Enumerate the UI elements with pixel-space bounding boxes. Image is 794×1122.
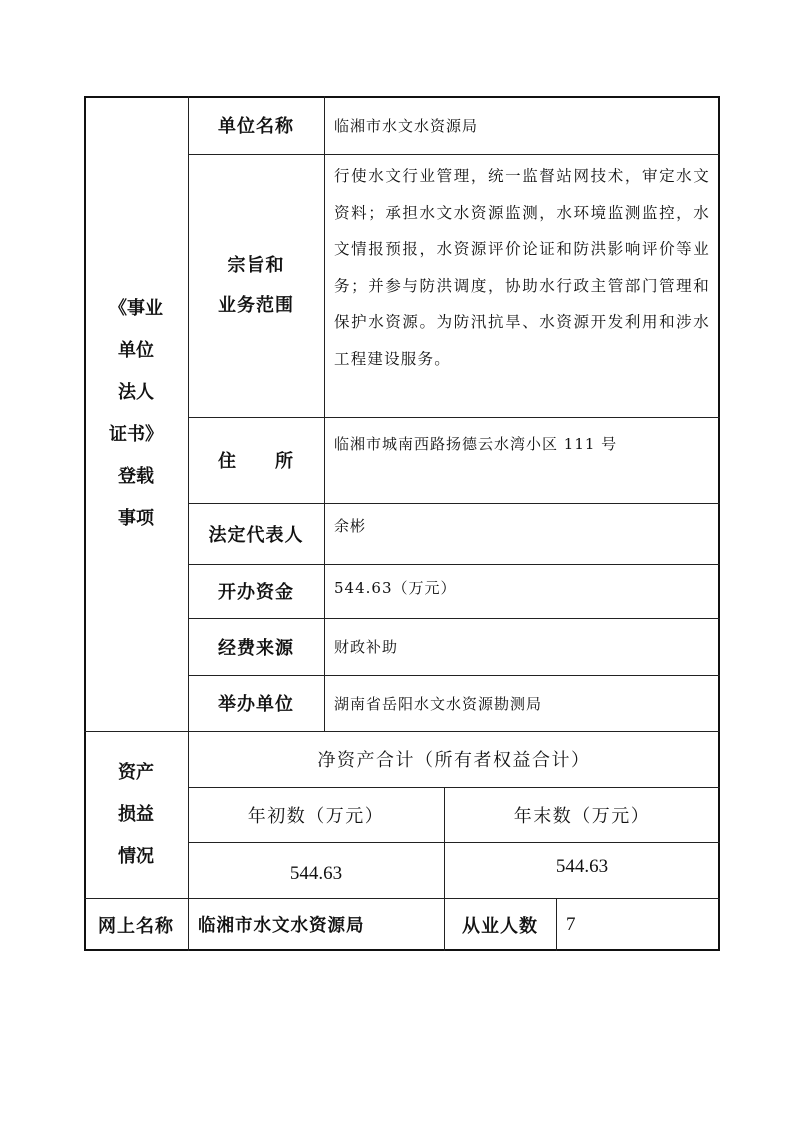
capital-value: 544.63（万元） xyxy=(334,579,457,597)
assets-section-title xyxy=(84,731,188,898)
registration-section-title xyxy=(84,96,188,731)
staff-count-label: 从业人数 xyxy=(462,915,538,937)
unit-name-value: 临湘市水文水资源局 xyxy=(334,116,479,135)
assets-title-line-1: 资产 xyxy=(118,761,154,783)
address-value: 临湘市城南西路扬德云水湾小区 111 号 xyxy=(334,435,618,453)
scope-label-line-2: 业务范围 xyxy=(218,294,294,316)
capital-label: 开办资金 xyxy=(218,582,294,603)
scope-text: 行使水文行业管理，统一监督站网技术，审定水文资料；承担水文水资源监测，水环境监测监控，水文情报预报，水资源评价论证和防洪影响评价等业务；并参与防洪调度，协助水行政主管部门管理和保护水资源。为防汛抗旱、水资源开发利用和涉水工程建设服务。 xyxy=(334,167,710,368)
sponsor-label: 举办单位 xyxy=(218,694,294,715)
scope-label-line-1: 宗旨和 xyxy=(227,254,285,276)
online-name-value: 临湘市水文水资源局 xyxy=(198,916,365,936)
registration-title-line-5: 登载 xyxy=(118,465,154,487)
assets-title-line-3: 情况 xyxy=(118,845,154,867)
sponsor-value: 湖南省岳阳水文水资源勘测局 xyxy=(334,694,543,713)
registration-title-line-3: 法人 xyxy=(118,381,154,403)
begin-of-year-label: 年初数（万元） xyxy=(247,805,385,827)
unit-name-label: 单位名称 xyxy=(218,116,294,137)
registration-title-line-1: 《事业 xyxy=(109,297,163,319)
assets-title-line-2: 损益 xyxy=(118,803,154,825)
scope-value xyxy=(324,154,720,417)
registration-title-line-4: 证书》 xyxy=(109,423,163,445)
funding-label: 经费来源 xyxy=(218,637,294,659)
net-assets-header: 净资产合计（所有者权益合计） xyxy=(317,750,591,771)
registration-title-line-2: 单位 xyxy=(118,339,154,361)
end-of-year-label: 年末数（万元） xyxy=(513,805,651,827)
legal-rep-label: 法定代表人 xyxy=(208,524,304,546)
address-label: 住 所 xyxy=(218,451,294,472)
online-name-label: 网上名称 xyxy=(98,915,174,937)
begin-of-year-value: 544.63 xyxy=(289,863,343,884)
registration-title-line-6: 事项 xyxy=(118,507,154,529)
funding-value: 财政补助 xyxy=(334,638,399,656)
staff-count-value: 7 xyxy=(566,913,576,935)
end-of-year-value: 544.63 xyxy=(555,856,609,877)
scope-label xyxy=(188,154,324,417)
legal-rep-value: 余彬 xyxy=(334,517,367,535)
